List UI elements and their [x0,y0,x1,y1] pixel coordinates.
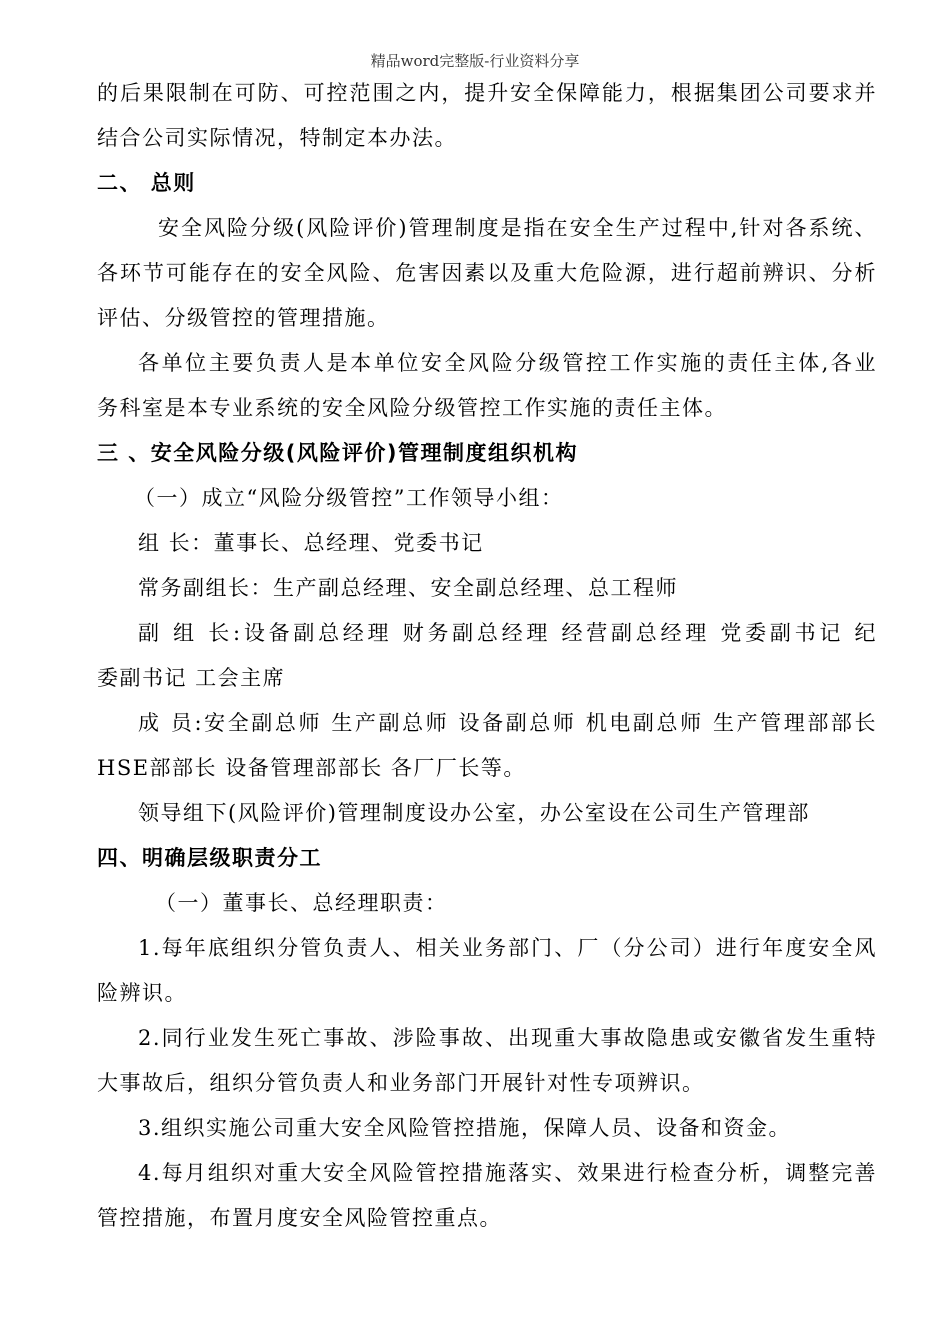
deputy-leaders-line-1: 副 组 长:设备副总经理 财务副总经理 经营副总经理 党委副书记 纪 [138,621,877,645]
members-line-1: 成 员:安全副总师 生产副总师 设备副总师 机电副总师 生产管理部部长 [138,711,877,735]
duty-item-2-line-2: 大事故后，组织分管负责人和业务部门开展针对性专项辨识。 [97,1071,705,1095]
paragraph-line: 安全风险分级(风险评价)管理制度是指在安全生产过程中,针对各系统、 [158,216,877,240]
subheading-chairman-duties: （一）董事长、总经理职责： [155,891,448,915]
section-heading-responsibilities: 四、明确层级职责分工 [97,846,322,870]
office-location: 领导组下(风险评价)管理制度设办公室，办公室设在公司生产管理部 [138,801,810,825]
duty-item-4-line-1: 4.每月组织对重大安全风险管控措施落实、效果进行检查分析，调整完善 [138,1161,877,1185]
section-heading-organization: 三 、安全风险分级(风险评价)管理制度组织机构 [97,441,579,465]
deputy-leaders-line-2: 委副书记 工会主席 [97,666,286,690]
paragraph-line: 各单位主要负责人是本单位安全风险分级管控工作实施的责任主体,各业 [138,351,877,375]
duty-item-1-line-1: 1.每年底组织分管负责人、相关业务部门、厂（分公司）进行年度安全风 [138,936,877,960]
intro-line-2: 结合公司实际情况，特制定本办法。 [97,126,457,150]
intro-line-1: 的后果限制在可防、可控范围之内，提升安全保障能力，根据集团公司要求并 [97,81,877,105]
paragraph-line: 评估、分级管控的管理措施。 [97,306,390,330]
paragraph-line: 各环节可能存在的安全风险、危害因素以及重大危险源，进行超前辨识、分析 [97,261,877,285]
members-line-2: HSE部部长 设备管理部部长 各厂厂长等。 [97,756,526,780]
section-heading-general: 二、 总则 [97,171,196,195]
duty-item-2-line-1: 2.同行业发生死亡事故、涉险事故、出现重大事故隐患或安徽省发生重特 [138,1026,877,1050]
duty-item-1-line-2: 险辨识。 [97,981,187,1005]
duty-item-4-line-2: 管控措施，布置月度安全风险管控重点。 [97,1206,502,1230]
page-header: 精品word完整版-行业资料分享 [370,52,580,70]
group-leader: 组 长：董事长、总经理、党委书记 [138,531,484,555]
paragraph-line: 务科室是本专业系统的安全风险分级管控工作实施的责任主体。 [97,396,727,420]
subheading-leading-group: （一）成立“风险分级管控”工作领导小组： [134,486,564,510]
executive-deputy-leader: 常务副组长：生产副总经理、安全副总经理、总工程师 [138,576,678,600]
duty-item-3: 3.组织实施公司重大安全风险管控措施，保障人员、设备和资金。 [138,1116,792,1140]
